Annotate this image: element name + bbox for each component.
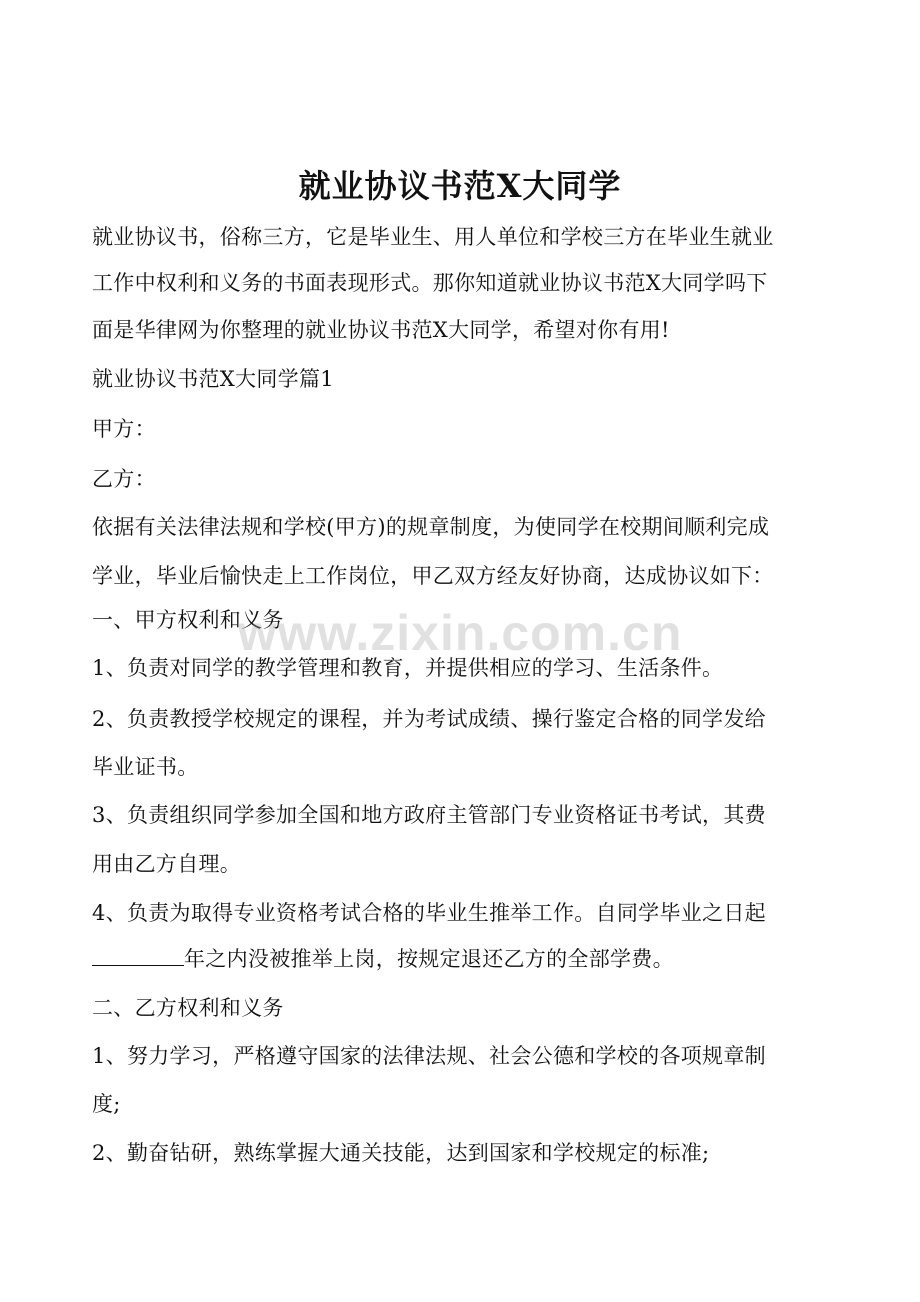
paragraph-line: 依据有关法律法规和学校(甲方)的规章制度，为使同学在校期间顺利完成 [92, 515, 770, 539]
clause-line: 度; [92, 1092, 121, 1116]
section-heading: 一、甲方权利和义务 [92, 608, 284, 632]
clause-line-with-blank [92, 944, 832, 974]
paragraph-line: 就业协议书，俗称三方，它是毕业生、用人单位和学校三方在毕业生就业 [92, 225, 774, 249]
watermark: www.zixin.com.cn [237, 605, 683, 661]
clause-line: 3、负责组织同学参加全国和地方政府主管部门专业资格证书考试，其费 [92, 803, 766, 827]
fill-in-blank[interactable] [92, 947, 184, 966]
clause-line: 4、负责为取得专业资格考试合格的毕业生推举工作。自同学毕业之日起 [92, 901, 766, 925]
clause-line: 2、负责教授学校规定的课程，并为考试成绩、操行鉴定合格的同学发给 [92, 707, 766, 731]
clause-line: 1、负责对同学的教学管理和教育，并提供相应的学习、生活条件。 [92, 656, 724, 680]
paragraph-line: 面是华律网为你整理的就业协议书范X大同学，希望对你有用! [92, 318, 670, 342]
clause-line: 2、勤奋钻研，熟练掌握大通关技能，达到国家和学校规定的标准; [92, 1141, 710, 1165]
party-b-label: 乙方： [92, 467, 156, 491]
section-heading: 二、乙方权利和义务 [92, 996, 284, 1020]
document-title: 就业协议书范X大同学 [298, 167, 622, 205]
party-a-label: 甲方： [92, 417, 156, 441]
paragraph-line: 学业，毕业后愉快走上工作岗位，甲乙双方经友好协商，达成协议如下： [92, 564, 774, 588]
clause-line: 毕业证书。 [92, 755, 199, 779]
clause-text: 年之内没被推举上岗，按规定退还乙方的全部学费。 [184, 947, 674, 971]
section-heading: 就业协议书范X大同学篇1 [92, 367, 334, 391]
paragraph-line: 工作中权利和义务的书面表现形式。那你知道就业协议书范X大同学吗下 [92, 271, 768, 295]
clause-line: 用由乙方自理。 [92, 852, 242, 876]
clause-line: 1、努力学习，严格遵守国家的法律法规、社会公德和学校的各项规章制 [92, 1044, 766, 1068]
